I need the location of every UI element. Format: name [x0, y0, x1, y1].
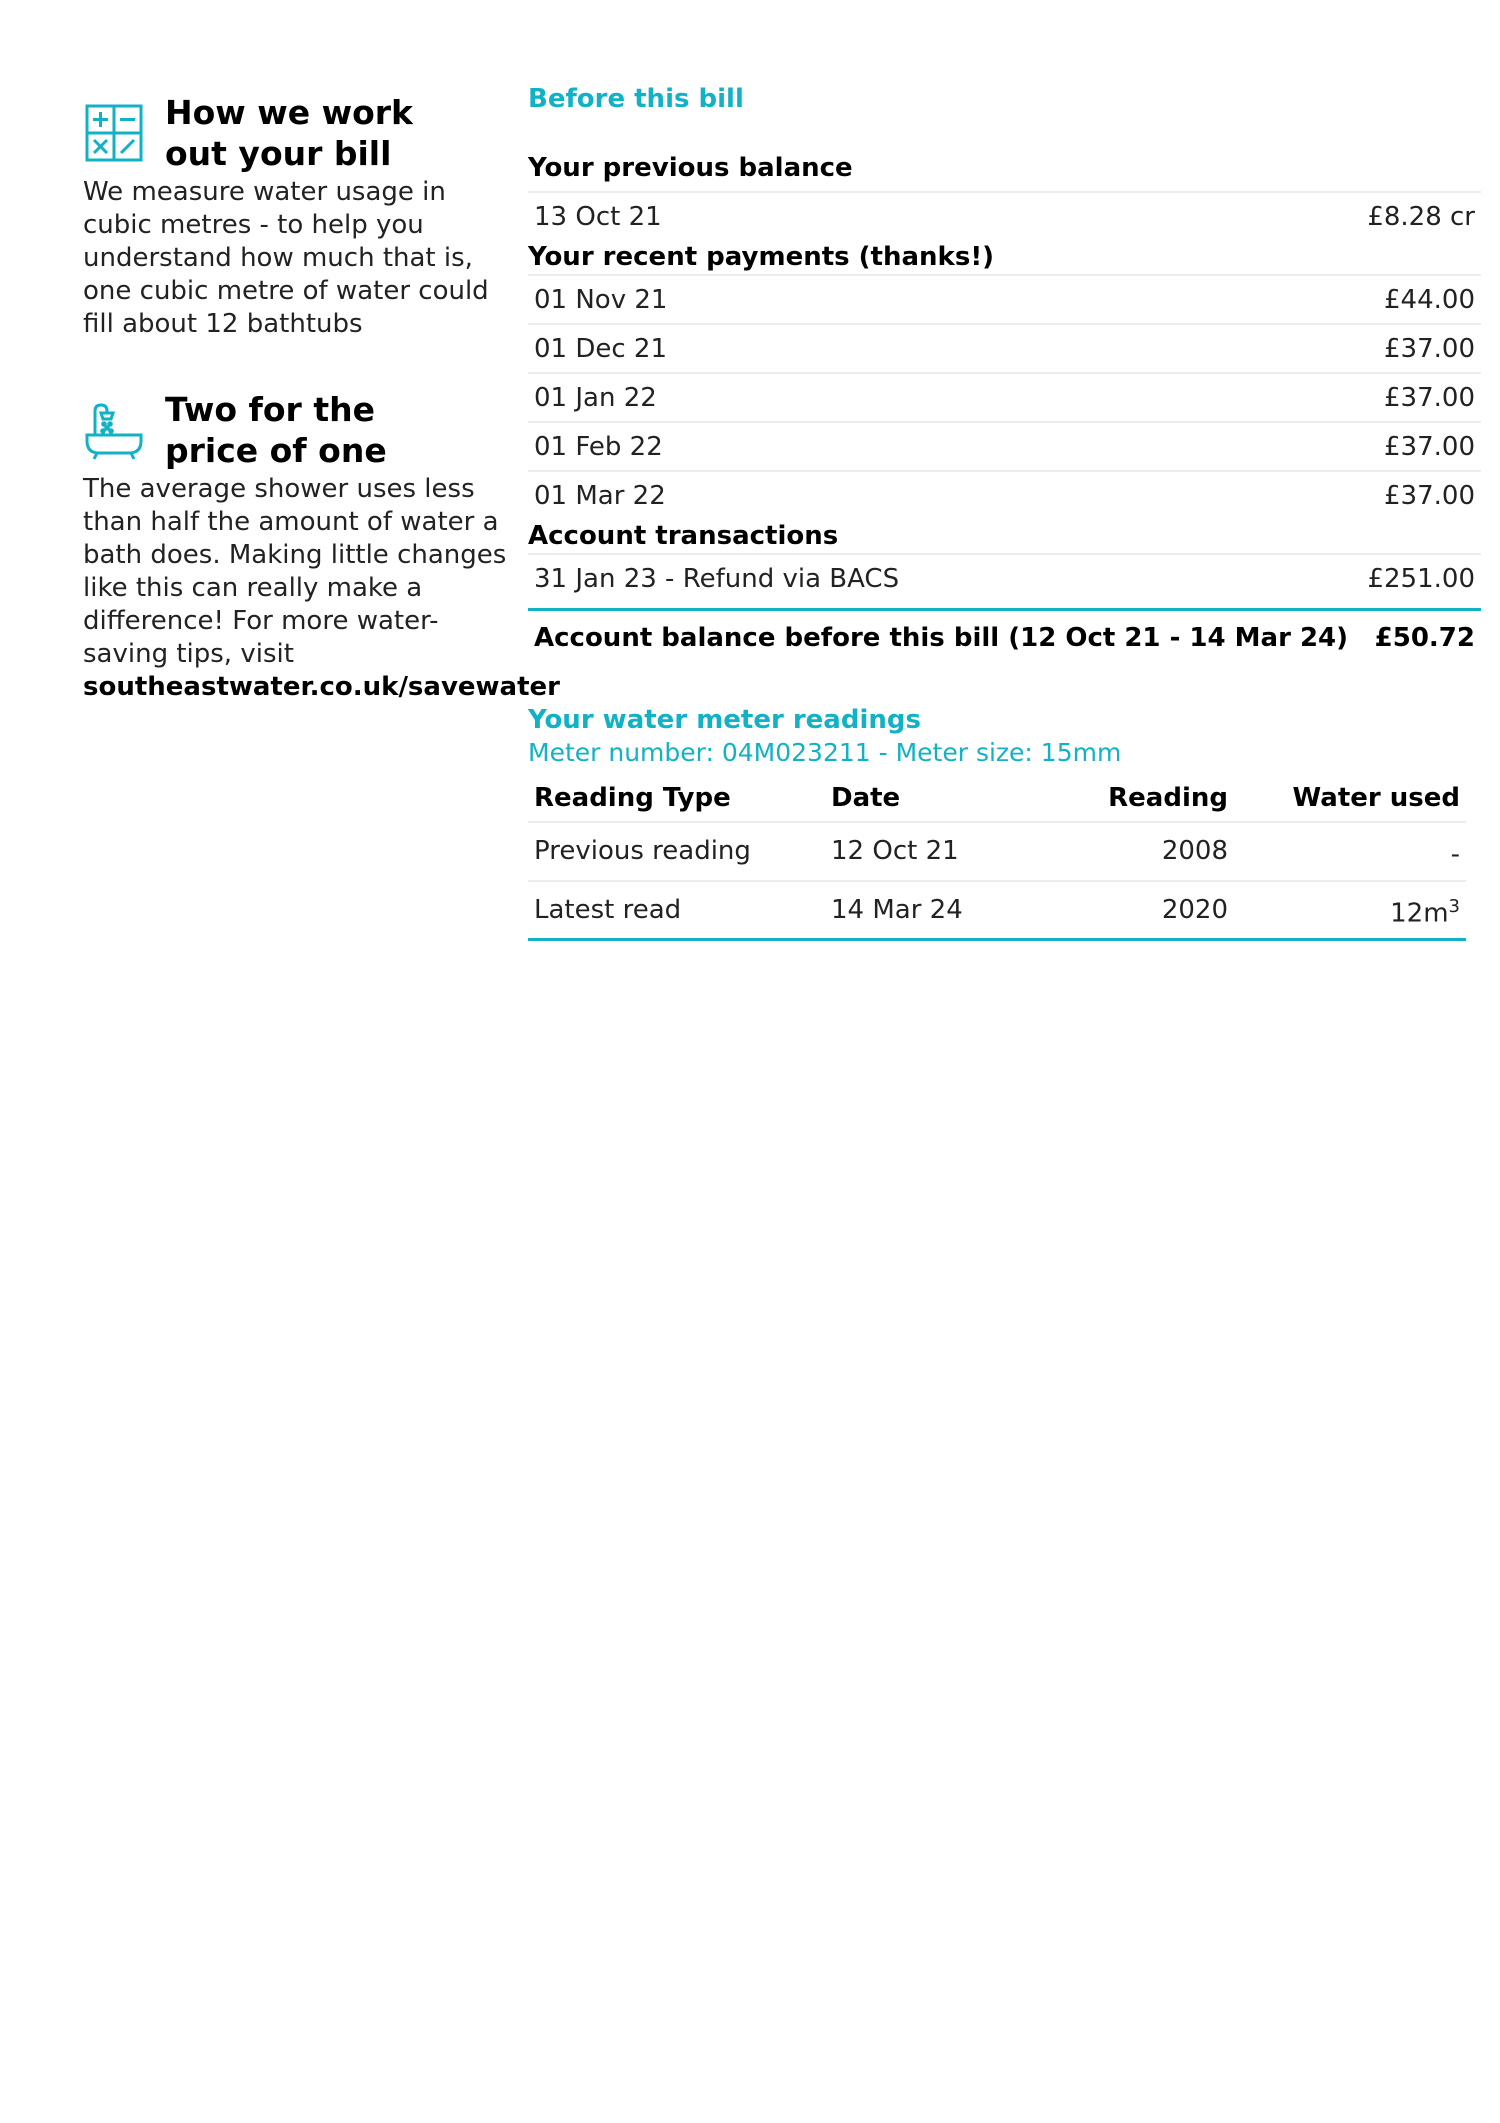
col-reading-type: Reading Type: [534, 783, 731, 813]
table-header-row: [528, 773, 1466, 821]
tips-column: [83, 92, 560, 704]
table-row: [528, 274, 1481, 323]
table-row: [528, 191, 1481, 240]
reading-date: 12 Oct 21: [825, 821, 972, 880]
meter-readings-title: Your water meter readings: [528, 705, 921, 735]
tip-how-we-work: [83, 92, 518, 341]
recent-payments-table: [528, 274, 1481, 519]
tip-title: How we work out your bill: [165, 93, 413, 173]
tip-two-for-one: [83, 389, 560, 704]
col-date: Date: [831, 783, 901, 813]
row-label: 01 Nov 21: [528, 274, 1086, 323]
table-row: [528, 372, 1481, 421]
row-label: 01 Jan 22: [528, 372, 1086, 421]
balance-total-label: Account balance before this bill (12 Oct 21 - 14 Mar 24): [528, 608, 1361, 661]
col-reading: Reading: [1108, 783, 1228, 813]
row-amount: £8.28 cr: [1041, 191, 1481, 240]
previous-balance-heading: Your previous balance: [528, 153, 853, 183]
water-used: -: [1234, 821, 1466, 880]
tip-body: The average shower uses less than half the amount of water a bath does. Making little changes like this can really make a difference! For more water-saving tips, visit southeastwater.co.uk/savewater: [83, 474, 560, 702]
water-used: $12m^3$: [1234, 880, 1466, 942]
table-row: [528, 821, 1466, 880]
before-bill-title: Before this bill: [528, 84, 744, 114]
savewater-link[interactable]: southeastwater.co.uk/savewater: [83, 672, 560, 702]
row-label: 13 Oct 21: [528, 191, 1041, 240]
row-label: 01 Mar 22: [528, 470, 1086, 519]
row-label: 31 Jan 23 - Refund via BACS: [528, 553, 1361, 608]
reading-date: 14 Mar 24: [825, 880, 972, 942]
col-water-used: Water used: [1292, 783, 1460, 813]
reading-value: 2008: [972, 821, 1234, 880]
row-amount: £44.00: [1086, 274, 1481, 323]
tip-title: Two for the price of one: [165, 390, 387, 470]
bill-details: [528, 82, 1481, 941]
balance-total-amount: £50.72: [1361, 608, 1481, 661]
recent-payments-heading: Your recent payments (thanks!): [528, 242, 995, 272]
calculator-icon: [83, 102, 145, 164]
row-amount: £37.00: [1086, 323, 1481, 372]
row-amount: £37.00: [1086, 470, 1481, 519]
reading-type: Previous reading: [528, 821, 825, 880]
account-transactions-table: [528, 553, 1481, 661]
bathtub-shower-icon: [83, 399, 145, 461]
table-row: [528, 421, 1481, 470]
balance-total-row: [528, 608, 1481, 661]
reading-type: Latest read: [528, 880, 825, 942]
account-transactions-heading: Account transactions: [528, 521, 839, 551]
row-amount: £37.00: [1086, 421, 1481, 470]
table-row: [528, 553, 1481, 608]
reading-value: 2020: [972, 880, 1234, 942]
row-label: 01 Dec 21: [528, 323, 1086, 372]
row-label: 01 Feb 22: [528, 421, 1086, 470]
row-amount: £251.00: [1361, 553, 1481, 608]
meter-readings-table: [528, 773, 1466, 941]
table-row: [528, 470, 1481, 519]
tip-body: We measure water usage in cubic metres - to help you understand how much that is, one cubic metre of water could fill about 12 bathtubs: [83, 177, 489, 339]
previous-balance-table: [528, 191, 1481, 240]
table-row: [528, 323, 1481, 372]
meter-subtitle: Meter number: 04M023211 - Meter size: 15mm: [528, 738, 1122, 767]
table-row: [528, 880, 1466, 942]
row-amount: £37.00: [1086, 372, 1481, 421]
